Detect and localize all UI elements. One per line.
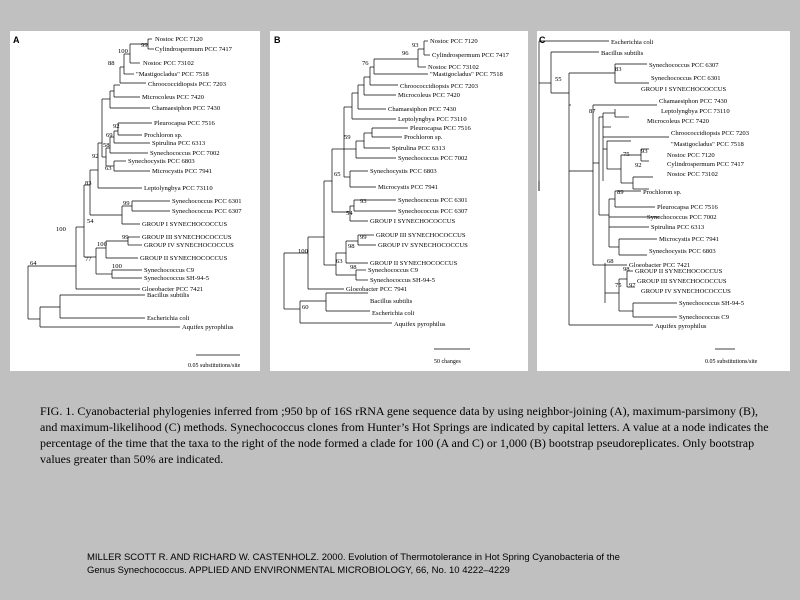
taxon-label: Spirulina PCC 6313 xyxy=(651,224,705,231)
taxon-label: Gloeobacter PCC 7941 xyxy=(346,286,408,293)
taxon-label: Microcystis PCC 7941 xyxy=(659,236,720,243)
taxon-label: Escherichia coli xyxy=(147,315,190,322)
citation-line-2: Genus Synechococcus. APPLIED AND ENVIRONMENTAL MICROBIOLOGY, 66, No. 10 4222–4229 xyxy=(87,565,510,576)
bootstrap-value: 63 xyxy=(336,258,343,265)
bootstrap-value: 99 xyxy=(360,234,367,241)
taxon-label: Microcoleus PCC 7420 xyxy=(142,94,204,101)
bootstrap-value: 99 xyxy=(123,200,130,207)
bootstrap-value: 100 xyxy=(56,226,66,233)
bootstrap-value: 54 xyxy=(87,218,94,225)
bootstrap-value: 93 xyxy=(360,198,367,205)
taxon-label: Aquifex pyrophilus xyxy=(655,323,707,330)
taxon-label: GROUP III SYNECHOCOCCUS xyxy=(376,232,466,239)
panel-letter-c: C xyxy=(539,35,546,45)
bootstrap-value: 64 xyxy=(30,260,37,267)
taxon-label: Chroococcidiopsis PCC 7203 xyxy=(671,130,750,137)
taxon-label: Synechococcus PCC 7002 xyxy=(398,155,468,162)
citation-line-1: MILLER SCOTT R. AND RICHARD W. CASTENHOLZ. 2000. Evolution of Thermotolerance in Hot Spring Cyanobacteria of the xyxy=(87,552,620,563)
taxon-label: Synechococcus PCC 7002 xyxy=(150,150,220,157)
taxon-label: Spirulina PCC 6313 xyxy=(152,140,206,147)
bootstrap-value: 98 xyxy=(623,266,630,273)
taxon-label: Leptolyngbya PCC 73110 xyxy=(661,108,730,115)
taxon-label: Cylindrospermum PCC 7417 xyxy=(667,161,744,168)
taxon-label: GROUP I SYNECHOCOCCUS xyxy=(641,86,727,93)
bootstrap-value: 93 xyxy=(412,42,419,49)
taxon-label: Nostoc PCC 73102 xyxy=(428,64,479,71)
tree-panel-a xyxy=(10,31,260,371)
taxon-label: GROUP III SYNECHOCOCCUS xyxy=(637,278,727,285)
taxon-label: Pleurocapsa PCC 7516 xyxy=(657,204,718,211)
taxon-label: Bacillus subtilis xyxy=(601,50,644,57)
taxon-label: Synechococcus PCC 6307 xyxy=(649,62,719,69)
taxon-label: Bacillus subtilis xyxy=(147,292,190,299)
bootstrap-value: 58 xyxy=(103,142,110,149)
bootstrap-value: 75 xyxy=(615,282,622,289)
taxon-label: Nostoc PCC 7120 xyxy=(667,152,715,159)
bootstrap-value: 59 xyxy=(344,134,351,141)
taxon-label: Nostoc PCC 73102 xyxy=(667,171,718,178)
taxon-label: Chamaesiphon PCC 7430 xyxy=(659,98,728,105)
bootstrap-value: 98 xyxy=(348,243,355,250)
bootstrap-value: 99 xyxy=(122,234,129,241)
taxon-label: Nostoc PCC 7120 xyxy=(155,36,203,43)
taxon-label: Leptolyngbya PCC 73110 xyxy=(398,116,467,123)
taxon-label: Synechococcus PCC 6301 xyxy=(651,75,721,82)
taxon-label: "Mastigocladus" PCC 7518 xyxy=(671,141,744,148)
taxon-label: Aquifex pyrophilus xyxy=(394,321,446,328)
taxon-label: Synechococcus SH-94-5 xyxy=(679,300,745,307)
taxon-label: Chroococcidiopsis PCC 7203 xyxy=(400,83,479,90)
taxon-label: Nostoc PCC 7120 xyxy=(430,38,478,45)
taxon-label: Synechocystis PCC 6803 xyxy=(370,168,437,175)
bootstrap-value: 92 xyxy=(635,162,642,169)
taxon-label: Synechococcus PCC 6307 xyxy=(398,208,468,215)
taxon-label: Escherichia coli xyxy=(372,310,415,317)
taxon-label: Microcoleus PCC 7420 xyxy=(398,92,460,99)
bootstrap-value: 98 xyxy=(350,264,357,271)
taxon-label: Bacillus subtilis xyxy=(370,298,413,305)
taxon-label: Synechococcus C9 xyxy=(144,267,194,274)
bootstrap-value: 100 xyxy=(118,48,128,55)
bootstrap-value: 96 xyxy=(402,50,409,57)
scale-label-c: 0.05 substitutions/site xyxy=(705,359,758,365)
bootstrap-value: 92 xyxy=(113,123,120,130)
taxon-label: Escherichia coli xyxy=(611,39,654,46)
taxon-label: Nostoc PCC 73102 xyxy=(143,60,194,67)
taxon-label: Microcystis PCC 7941 xyxy=(378,184,439,191)
scale-label-b: 50 changes xyxy=(434,359,461,365)
bootstrap-value: 69 xyxy=(106,132,113,139)
bootstrap-value: 88 xyxy=(108,60,115,67)
tree-panel-c xyxy=(537,31,790,371)
taxon-label: Gloeobacter PCC 7421 xyxy=(629,262,691,269)
taxon-label: Pleurocapsa PCC 7516 xyxy=(410,125,471,132)
bootstrap-value: 100 xyxy=(97,241,107,248)
figure-caption: FIG. 1. Cyanobacterial phylogenies inferred from ;950 bp of 16S rRNA gene sequence data by using neighbor-joining (A), maximum-parsimony (B), and maximum-likelihood (C) methods. Synechococcus clones from Hunter’s Hot Springs are indicated by capital letters. A value at a node indicates the percentage of the time that the taxa to the right of the node formed a clade for 100 (A and C) or 1,000 (B) bootstrap pseudoreplicates. Only bootstrap values greater than 50% are indicated. xyxy=(40,404,769,466)
taxon-label: GROUP II SYNECHOCOCCUS xyxy=(140,255,228,262)
bootstrap-value: 100 xyxy=(112,263,122,270)
taxon-label: Synechococcus C9 xyxy=(679,314,729,321)
taxon-label: Synechococcus PCC 6307 xyxy=(172,208,242,215)
taxon-label: Aquifex pyrophilus xyxy=(182,324,234,331)
tree-a-svg xyxy=(10,31,260,371)
taxon-label: GROUP IV SYNECHOCOCCUS xyxy=(641,288,731,295)
bootstrap-value: 83 xyxy=(615,66,622,73)
tree-b-svg xyxy=(270,31,528,371)
taxon-label: Chamaesiphon PCC 7430 xyxy=(152,105,221,112)
bootstrap-value: 93 xyxy=(641,148,648,155)
panel-letter-a: A xyxy=(13,35,20,45)
taxon-label: GROUP IV SYNECHOCOCCUS xyxy=(144,242,234,249)
bootstrap-value: 99 xyxy=(141,42,148,49)
bootstrap-value: 77 xyxy=(85,256,92,263)
taxon-label: Synechococcus PCC 6301 xyxy=(172,198,242,205)
taxon-label: Leptolyngbya PCC 73110 xyxy=(144,185,213,192)
bootstrap-value: 89 xyxy=(617,189,624,196)
taxon-label: Synechococcus PCC 6301 xyxy=(398,197,468,204)
bootstrap-value: 65 xyxy=(334,171,341,178)
taxon-label: Cylindrospermum PCC 7417 xyxy=(155,46,232,53)
taxon-label: Synechococcus PCC 7002 xyxy=(647,214,717,221)
bootstrap-value: 76 xyxy=(362,60,369,67)
taxon-label: Synechococcus SH-94-5 xyxy=(144,275,210,282)
bootstrap-value: 87 xyxy=(589,108,596,115)
bootstrap-value: 75 xyxy=(623,151,630,158)
taxon-label: Microcoleus PCC 7420 xyxy=(647,118,709,125)
bootstrap-value: 55 xyxy=(555,76,562,83)
tree-panel-b xyxy=(270,31,528,371)
taxon-label: Synechococcus C9 xyxy=(368,267,418,274)
bootstrap-value: 92 xyxy=(92,153,99,160)
taxon-label: Prochloron sp. xyxy=(144,132,183,139)
taxon-label: GROUP II SYNECHOCOCCUS xyxy=(635,268,723,275)
panel-letter-b: B xyxy=(274,35,281,45)
taxon-label: Synechocystis PCC 6803 xyxy=(128,158,195,165)
bootstrap-value: 97 xyxy=(629,282,636,289)
bootstrap-value: 54 xyxy=(346,210,353,217)
taxon-label: "Mastigocladus" PCC 7518 xyxy=(430,71,503,78)
bootstrap-value: 83 xyxy=(85,180,92,187)
bootstrap-value: 63 xyxy=(105,165,112,172)
taxon-label: Synechocystis PCC 6803 xyxy=(649,248,716,255)
taxon-label: Spirulina PCC 6313 xyxy=(392,145,446,152)
taxon-label: Prochloron sp. xyxy=(643,189,682,196)
taxon-label: GROUP II SYNECHOCOCCUS xyxy=(370,260,458,267)
bootstrap-value: 100 xyxy=(298,248,308,255)
scale-label-a: 0.05 substitutions/site xyxy=(188,363,241,369)
tree-c-svg xyxy=(537,31,790,371)
taxon-label: Synechococcus SH-94-5 xyxy=(370,277,436,284)
taxon-label: "Mastigocladus" PCC 7518 xyxy=(136,71,209,78)
taxon-label: GROUP I SYNECHOCOCCUS xyxy=(370,218,456,225)
citation xyxy=(87,551,787,577)
taxon-label: GROUP IV SYNECHOCOCCUS xyxy=(378,242,468,249)
bootstrap-value: 68 xyxy=(607,258,614,265)
taxon-label: Microcystis PCC 7941 xyxy=(152,168,213,175)
bootstrap-value: 60 xyxy=(302,304,309,311)
taxon-label: Prochloron sp. xyxy=(404,134,443,141)
taxon-label: Chamaesiphon PCC 7430 xyxy=(388,106,457,113)
taxon-label: Cylindrospermum PCC 7417 xyxy=(432,52,509,59)
taxon-label: GROUP III SYNECHOCOCCUS xyxy=(142,234,232,241)
taxon-label: Pleurocapsa PCC 7516 xyxy=(154,120,215,127)
taxon-label: GROUP I SYNECHOCOCCUS xyxy=(142,221,228,228)
tree-a-labels xyxy=(13,35,242,369)
tree-c-labels xyxy=(539,35,758,365)
taxon-label: Gloeobacter PCC 7421 xyxy=(142,286,204,293)
taxon-label: Chroococcidiopsis PCC 7203 xyxy=(148,81,227,88)
